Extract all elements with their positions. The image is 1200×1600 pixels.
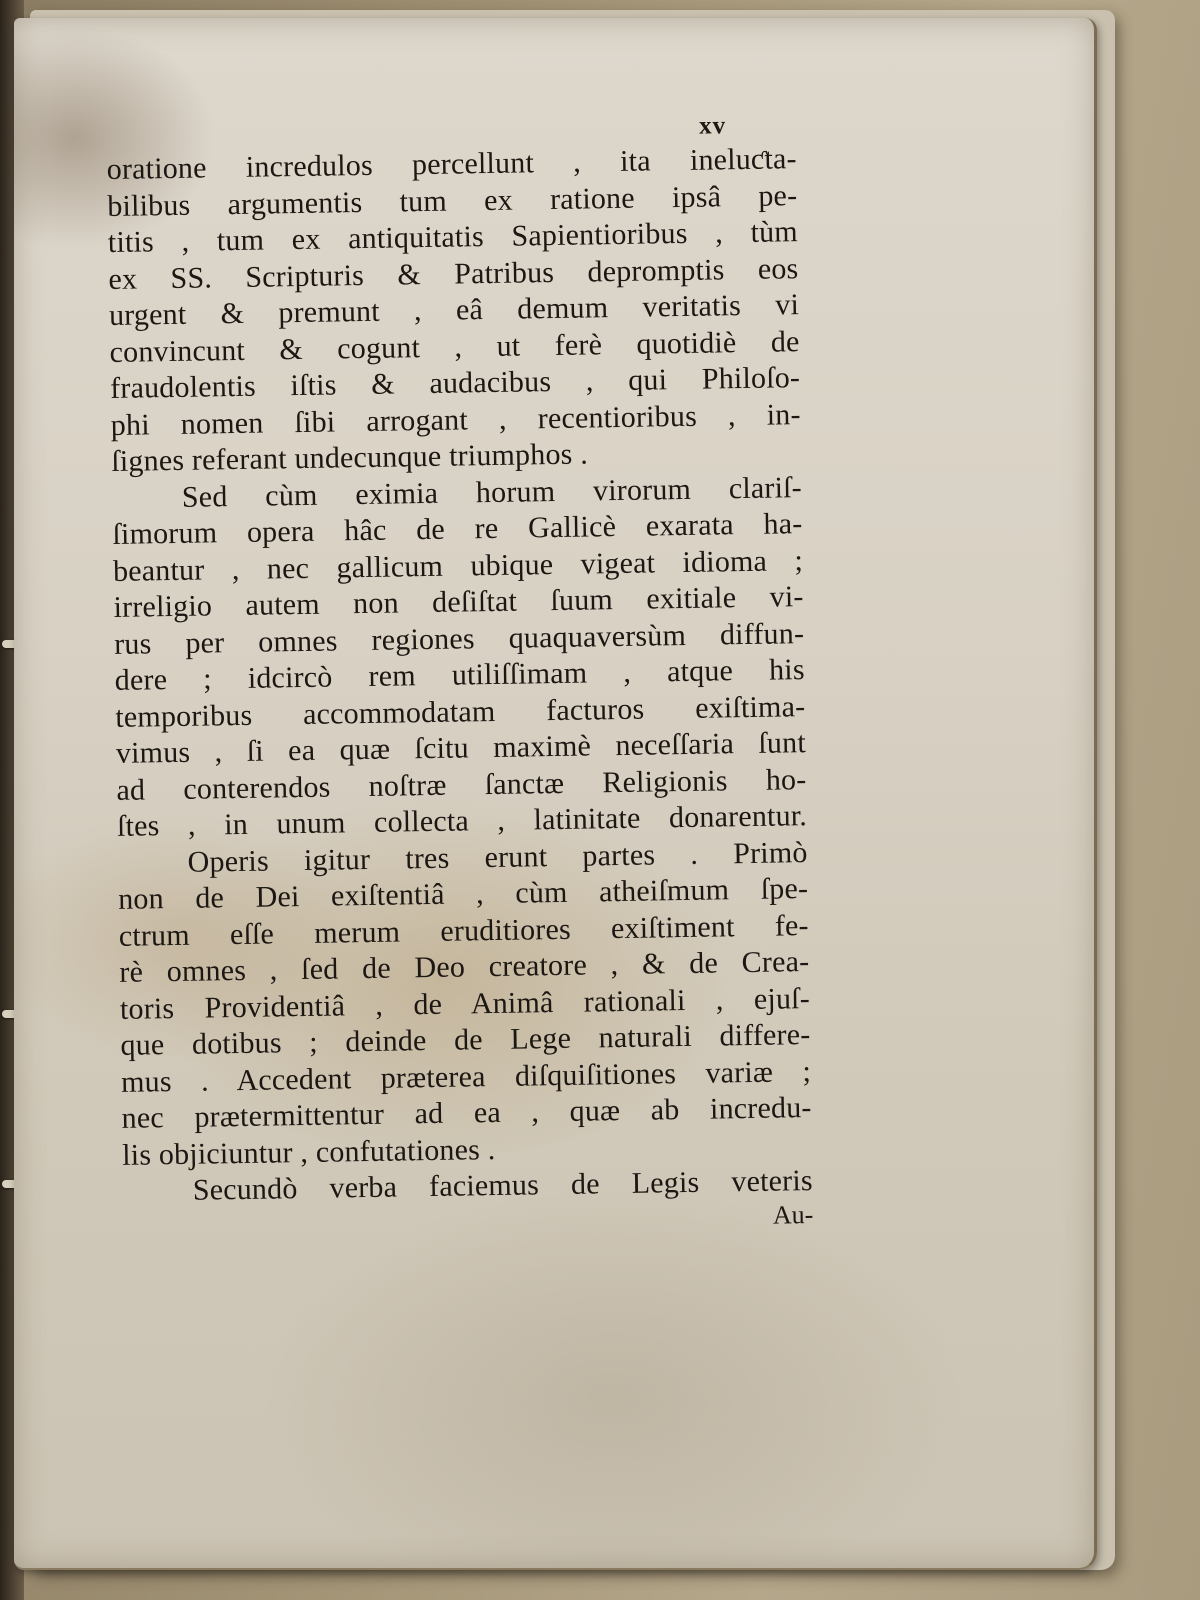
text-line: mus . Accedent præterea diſquiſitiones variæ ; [120, 1054, 812, 1099]
text-line: phi nomen ſibi arrogant , recentioribus , in- [110, 397, 801, 442]
text-line: ex SS. Scripturis & Patribus depromptis eos [108, 251, 799, 296]
text-line: temporibus accommodatam facturos exiſtima- [115, 689, 806, 734]
page-number: xv [698, 112, 727, 140]
text-line: ctrum eſſe merum eruditiores exiſtiment fe- [118, 908, 809, 953]
text-line: urgent & premunt , eâ demum veritatis vi [108, 288, 800, 332]
text-line: Operis igitur tres erunt partes . Primò [187, 835, 808, 879]
text-line: Secundò verba faciemus de Legis veteris [192, 1164, 813, 1207]
page-text-block [106, 111, 813, 1240]
text-line: rus per omnes regiones quaquaversùm diffun- [113, 616, 805, 661]
paragraph-2 [112, 470, 808, 846]
text-line: dere ; idcircò rem utiliſſimam , atque his [114, 653, 805, 697]
paragraph-1 [106, 141, 801, 480]
text-line: ſtes , in unum collecta , latinitate donarentur. [116, 799, 808, 843]
text-line: convincunt & cogunt , ut ferè quotidiè de [109, 324, 800, 369]
book-page [14, 18, 1097, 1570]
text-line: que dotibus ; deinde de Lege naturali differe- [120, 1018, 811, 1062]
text-line: irreligio autem non deſiſtat ſuum exitiale vi- [113, 580, 804, 624]
text-line: vimus , ſi ea quæ ſcitu maximè neceſſaria ſunt [115, 726, 807, 770]
paragraph-3 [117, 835, 812, 1174]
text-line: beantur , nec gallicum ubique vigeat idioma ; [112, 543, 804, 588]
text-line: non de Dei exiſtentiâ , cùm atheiſmum ſpe- [117, 872, 809, 916]
text-line: oratione incredulos percellunt , ita ineluƈta- [106, 142, 797, 186]
text-line: rè omnes , ſed de Deo creatore , & de Crea- [119, 945, 810, 989]
text-line: toris Providentiâ , de Animâ rationali , ejuſ- [119, 981, 811, 1026]
text-line: bilibus argumentis tum ex ratione ipsâ pe- [107, 178, 798, 223]
text-line: ſimorum opera hâc de re Gallicè exarata ha- [112, 507, 803, 551]
text-line: fraudolentis iſtis & audacibus , qui Philoſo- [109, 361, 801, 405]
text-line: Sed cùm eximia horum virorum clariſ- [181, 470, 803, 514]
text-line: ſignes referant undecunque triumphos . [111, 437, 589, 478]
text-line: titis , tum ex antiquitatis Sapientioribus , tùm [107, 215, 799, 259]
text-line: lis objiciuntur , confutationes . [121, 1132, 496, 1172]
text-line: ad conterendos noſtræ ſanctæ Religionis ho- [116, 762, 807, 807]
catchword: Au- [772, 1199, 814, 1230]
text-line: nec prætermittentur ad ea , quæ ab incredu- [121, 1091, 812, 1135]
